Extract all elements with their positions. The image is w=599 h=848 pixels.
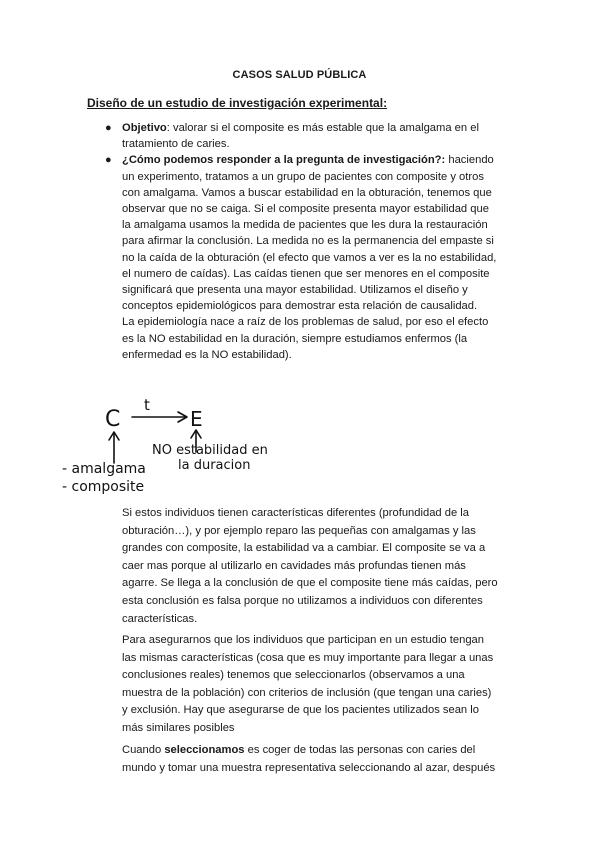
bullet-text: enfermedad es la NO estabilidad).: [122, 348, 292, 361]
bullet-icon: ●: [105, 154, 112, 167]
sketch-effect: E: [190, 407, 203, 431]
paragraph-1: [122, 505, 522, 628]
paragraph-line: esta conclusión es falsa porque no utilizamos a individuos con diferentes: [122, 594, 483, 607]
bullet-text: significará que presenta una mayor estabilidad. Utilizamos el diseño y: [122, 284, 468, 297]
sketch-time: t: [144, 396, 150, 414]
paragraph-line: mundo y tomar una muestra representativa seleccionando al azar, después: [122, 761, 496, 774]
paragraph-line: caer mas porque al utilizarlo en cavidades más profundas tienen más: [122, 559, 466, 572]
bullet-pregunta: [105, 152, 522, 363]
paragraph-line: las mismas características (cosa que es muy importante para llegar a unas: [122, 651, 494, 664]
handwritten-sketch: [60, 368, 300, 498]
bullet-text: haciendo: [445, 154, 494, 167]
sketch-effect-note: la duracion: [178, 458, 251, 473]
paragraph-line: y exclusión. Hay que asegurarse de que los pacientes utilizados sean lo: [122, 704, 479, 717]
paragraph-bold-term: seleccionamos: [164, 744, 245, 756]
bullet-text: tratamiento de caries.: [122, 138, 230, 151]
bullet-icon: ●: [105, 122, 112, 134]
paragraph-2: [122, 632, 522, 738]
paragraph-line: Si estos individuos tienen características diferentes (profundidad de la: [122, 507, 470, 519]
paragraph-line: Para asegurarnos que los individuos que participan en un estudio tengan: [122, 634, 484, 646]
bullet-text: con amalgama. Vamos a buscar estabilidad en la obturación, tenemos que: [122, 186, 492, 199]
bullet-text: La epidemiología nace a raíz de los problemas de salud, por eso el efecto: [122, 316, 489, 329]
section-heading: Diseño de un estudio de investigación experimental:: [87, 96, 388, 110]
bullet-text: conceptos epidemiológicos para demostrar esta relación de causalidad.: [122, 300, 478, 313]
sketch-effect-note: NO estabilidad en: [152, 443, 268, 458]
paragraph-text: Cuando: [122, 744, 165, 756]
bullet-text: es la NO estabilidad en la duración, siempre estudiamos enfermos (la: [122, 332, 468, 345]
bullet-label: Objetivo: [122, 122, 167, 134]
bullet-text: observar que no se caiga. Si el composite presenta mayor estabilidad que: [122, 203, 489, 216]
paragraph-line: más similares posibles: [122, 721, 235, 734]
sketch-option: - composite: [62, 479, 145, 495]
paragraph-line: muestra de la población) con criterios de inclusión (que tengan una caries): [122, 686, 492, 699]
paragraph-line: agarre. Se llega a la conclusión de que el composite tiene más caídas, pero: [122, 577, 498, 590]
bullet-label: ¿Cómo podemos responder a la pregunta de investigación?:: [122, 154, 446, 167]
bullet-text: un experimento, tratamos a un grupo de pacientes con composite y otros: [122, 170, 484, 183]
sketch-option: - amalgama: [62, 461, 146, 477]
paragraph-line: obturación…), y por ejemplo reparo las pequeñas con amalgamas y las: [122, 524, 476, 537]
paragraph-line: conclusiones reales) tenemos que seleccionarlos (observamos a una: [122, 669, 465, 682]
bullet-text: para afirmar la conclusión. La medida no es la permanencia del empaste si: [122, 235, 494, 248]
bullet-text: el numero de caídas). Las caídas tienen que ser menores en el composite: [122, 267, 490, 280]
bullet-list: [105, 120, 522, 363]
bullet-text: la amalgama usamos la medida de pacientes que les dura la restauración: [122, 219, 488, 232]
paragraph-text: es coger de todas las personas con caries del: [244, 744, 476, 756]
bullet-text: no la caída de la obturación (el efecto que vamos a ver es la no estabilidad,: [122, 251, 497, 264]
paragraph-3: [122, 742, 522, 777]
sketch-cause: C: [105, 407, 121, 432]
paragraph-line: grandes con composite, la estabilidad va a cambiar. El composite se va a: [122, 542, 486, 555]
bullet-text: : valorar si el composite es más estable que la amalgama en el: [166, 122, 479, 134]
paragraph-line: características.: [122, 612, 198, 625]
document-title: CASOS SALUD PÚBLICA: [232, 69, 367, 81]
bullet-objetivo: [105, 120, 522, 152]
